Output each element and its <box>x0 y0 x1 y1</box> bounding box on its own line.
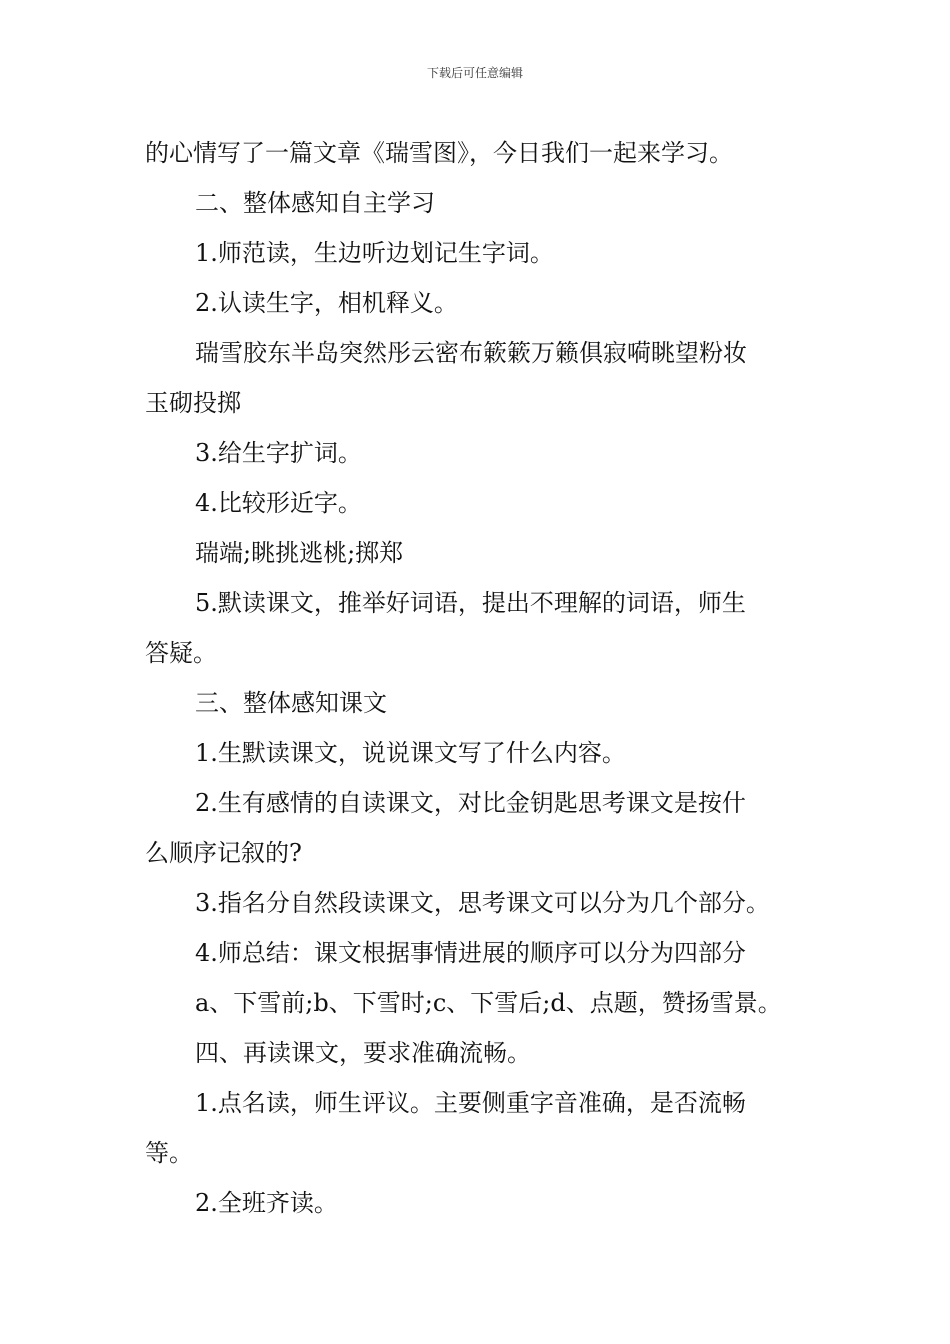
text-line: 的心情写了一篇文章《瑞雪图》，今日我们一起来学习。 <box>145 139 733 167</box>
text-line: 2.认读生字，相机释义。 <box>195 289 458 317</box>
text-line: 瑞雪胶东半岛突然彤云密布簌簌万籁俱寂嗬眺望粉妆 <box>195 339 747 367</box>
section-heading: 四、再读课文，要求准确流畅。 <box>195 1039 531 1067</box>
text-line: 3.指名分自然段读课文，思考课文可以分为几个部分。 <box>195 889 770 917</box>
text-line: 等。 <box>145 1139 193 1167</box>
text-line: 4.师总结：课文根据事情进展的顺序可以分为四部分 <box>195 939 746 967</box>
text-line: 玉砌投掷 <box>145 389 241 417</box>
text-line: 5.默读课文，推举好词语，提出不理解的词语，师生 <box>195 589 746 617</box>
section-heading: 三、整体感知课文 <box>195 689 387 717</box>
text-line: a、下雪前;b、下雪时;c、下雪后;d、点题，赞扬雪景。 <box>195 989 782 1017</box>
text-line: 1.点名读，师生评议。主要侧重字音准确，是否流畅 <box>195 1089 746 1117</box>
page-header: 下载后可任意编辑 <box>426 66 523 80</box>
text-line: 2.生有感情的自读课文，对比金钥匙思考课文是按什 <box>195 789 746 817</box>
text-line: 答疑。 <box>145 639 217 667</box>
text-line: 3.给生字扩词。 <box>195 439 362 467</box>
text-line: 1.师范读，生边听边划记生字词。 <box>195 239 554 267</box>
text-line: 2.全班齐读。 <box>195 1189 338 1217</box>
text-line: 瑞端;眺挑逃桃;掷郑 <box>195 539 404 567</box>
text-line: 4.比较形近字。 <box>195 489 362 517</box>
text-line: 1.生默读课文，说说课文写了什么内容。 <box>195 739 626 767</box>
section-heading: 二、整体感知自主学习 <box>195 189 435 217</box>
document-body <box>145 128 810 1228</box>
text-line: 么顺序记叙的? <box>145 839 302 867</box>
